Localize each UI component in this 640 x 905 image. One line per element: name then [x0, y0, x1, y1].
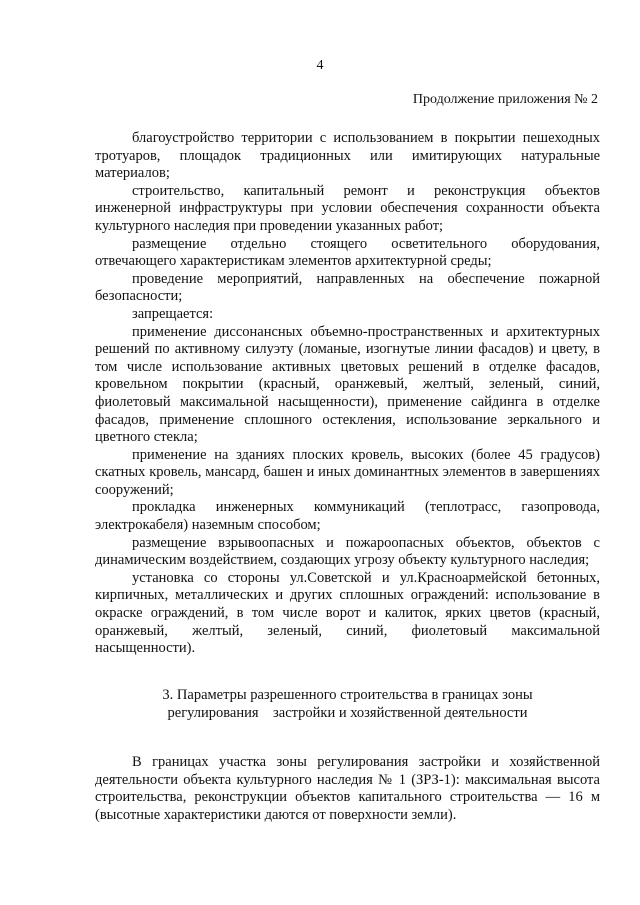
section-paragraph: В границах участка зоны регулирования застройки и хозяйственной деятельности объекта культурного наследия № 1 (ЗРЗ-1): максимальная высота строительства, реконструкции объектов капитального строительства — 16 м (высотные характеристики даются от поверхности земли). — [95, 754, 600, 823]
paragraph-landscaping: благоустройство территории с использованием в покрытии пешеходных тротуаров, площадок традиционных или имитирующих натуральные материалов; — [95, 130, 600, 182]
page-number: 4 — [316, 58, 324, 73]
section-heading-line-2: регулирования застройки и хозяйственной деятельности — [167, 705, 528, 721]
appendix-note: Продолжение приложения № 2 — [412, 92, 598, 107]
section-heading-line-1: 3. Параметры разрешенного строительства в границах зоны — [162, 687, 533, 703]
paragraph-fire-safety: проведение мероприятий, направленных на обеспечение пожарной безопасности; — [95, 270, 600, 305]
section-heading — [95, 686, 600, 722]
paragraph-hazardous-objects: размещение взрывоопасных и пожароопасных объектов, объектов с динамическим воздействием, создающих угрозу объекту культурного наследия; — [95, 534, 600, 569]
paragraph-infrastructure: строительство, капитальный ремонт и реконструкция объектов инженерной инфраструктуры при условии обеспечения сохранности объекта культурного наследия при проведении указанных работ; — [95, 182, 600, 234]
paragraph-utilities: прокладка инженерных коммуникаций (теплотрасс, газопровода, электрокабеля) наземным способом; — [95, 499, 600, 534]
document-body — [95, 130, 600, 658]
paragraph-dissonant-solutions: применение диссонансных объемно-пространственных и архитектурных решений по активному силуэту (ломаные, изогнутые линии фасадов) и цвету, в том числе использование активных цветовых решений в отделке фасадов, кровельном покрытии (красный, оранжевый, желтый, зеленый, синий, фиолетовый максимальной насыщенности), применение сайдинга в отделке фасадов, применение сплошного остекления, использование зеркального и цветного стекла; — [95, 323, 600, 446]
paragraph-fences: установка со стороны ул.Советской и ул.Красноармейской бетонных, кирпичных, металлических и других сплошных ограждений: использование в окраске ограждений, в том числе ворот и калиток, ярких цветов (красный, оранжевый, желтый, зеленый, синий, фиолетовый максимальной насыщенности). — [95, 569, 600, 657]
paragraph-lighting: размещение отдельно стоящего осветительного оборудования, отвечающего характеристикам элементов архитектурной среды; — [95, 235, 600, 270]
paragraph-roofs: применение на зданиях плоских кровель, высоких (более 45 градусов) скатных кровель, мансард, башен и иных доминантных элементов в завершениях сооружений; — [95, 446, 600, 498]
section-3 — [95, 686, 600, 824]
paragraph-prohibited: запрещается: — [132, 305, 214, 322]
